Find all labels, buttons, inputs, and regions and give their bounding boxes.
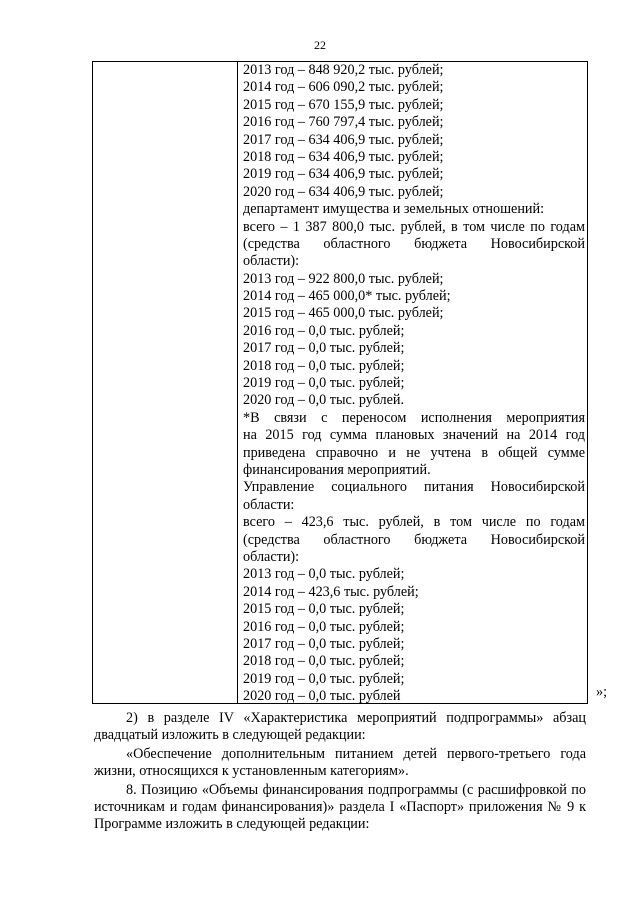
closing-quote-mark: »; — [596, 684, 608, 700]
table-line: 2017 год – 634 406,9 тыс. рублей; — [243, 131, 444, 148]
table-line: 2016 год – 760 797,4 тыс. рублей; — [243, 114, 444, 131]
table-line: 2020 год – 634 406,9 тыс. рублей; — [243, 183, 444, 200]
table-line: всего – 1 387 800,0 тыс. рублей, в том числе по годам — [243, 218, 585, 235]
table-line: области): — [243, 253, 300, 270]
paragraph — [94, 710, 586, 745]
funding-table — [92, 61, 588, 704]
table-line: 2015 год – 0,0 тыс. рублей; — [243, 601, 405, 618]
table-line: 2020 год – 0,0 тыс. рублей. — [243, 392, 405, 409]
table-line: 2018 год – 634 406,9 тыс. рублей; — [243, 148, 444, 165]
table-line: финансирования мероприятий. — [243, 461, 431, 478]
table-line: 2013 год – 0,0 тыс. рублей; — [243, 566, 405, 583]
table-line: департамент имущества и земельных отношений: — [243, 201, 545, 218]
table-line: 2013 год – 922 800,0 тыс. рублей; — [243, 270, 444, 287]
table-line: (средства областного бюджета Новосибирской — [243, 531, 585, 548]
table-line: 2016 год – 0,0 тыс. рублей; — [243, 322, 405, 339]
table-line: 2018 год – 0,0 тыс. рублей; — [243, 653, 405, 670]
table-line: области): — [243, 548, 300, 565]
table-line: области: — [243, 496, 295, 513]
table-line: на 2015 год сумма плановых значений на 2014 год — [243, 427, 585, 444]
body-text — [94, 710, 586, 835]
table-line: 2014 год – 423,6 тыс. рублей; — [243, 583, 419, 600]
table-line: 2019 год – 0,0 тыс. рублей; — [243, 375, 405, 392]
paragraph — [94, 746, 586, 781]
table-line: 2013 год – 848 920,2 тыс. рублей; — [243, 62, 444, 78]
table-line: 2015 год – 670 155,9 тыс. рублей; — [243, 96, 444, 113]
table-line: 2015 год – 465 000,0 тыс. рублей; — [243, 305, 444, 322]
table-line: 2018 год – 0,0 тыс. рублей; — [243, 357, 405, 374]
table-line: Управление социального питания Новосибирской — [243, 479, 585, 496]
table-line: (средства областного бюджета Новосибирской — [243, 235, 585, 252]
table-line: 2017 год – 0,0 тыс. рублей; — [243, 635, 405, 652]
paragraph-text: 2) в разделе IV «Характеристика мероприятий подпрограммы» абзац двадцатый изложить в следующей редакции: — [94, 710, 586, 744]
table-line: *В связи с переносом исполнения мероприятия — [243, 409, 585, 426]
table-line: 2020 год – 0,0 тыс. рублей — [243, 688, 401, 705]
paragraph-text: 8. Позицию «Объемы финансирования подпрограммы (с расшифровкой по источникам и годам финансирования)» раздела I «Паспорт» приложения № 9 к Программе изложить в следующей редакции: — [94, 781, 586, 833]
table-line: 2017 год – 0,0 тыс. рублей; — [243, 340, 405, 357]
table-line: 2014 год – 465 000,0* тыс. рублей; — [243, 288, 451, 305]
paragraph — [94, 782, 586, 834]
paragraph-text: «Обеспечение дополнительным питанием детей первого-третьего года жизни, относящихся к установленным категориям». — [94, 745, 586, 780]
page-number: 22 — [314, 38, 326, 52]
table-line: 2019 год – 634 406,9 тыс. рублей; — [243, 166, 444, 183]
table-line: приведена справочно и не учтена в общей сумме — [243, 444, 585, 461]
table-line: всего – 423,6 тыс. рублей, в том числе по годам — [243, 514, 585, 531]
table-line: 2019 год – 0,0 тыс. рублей; — [243, 670, 405, 687]
column-divider — [237, 62, 238, 703]
table-line: 2014 год – 606 090,2 тыс. рублей; — [243, 79, 444, 96]
table-right-cell — [243, 62, 585, 705]
table-line: 2016 год – 0,0 тыс. рублей; — [243, 618, 405, 635]
